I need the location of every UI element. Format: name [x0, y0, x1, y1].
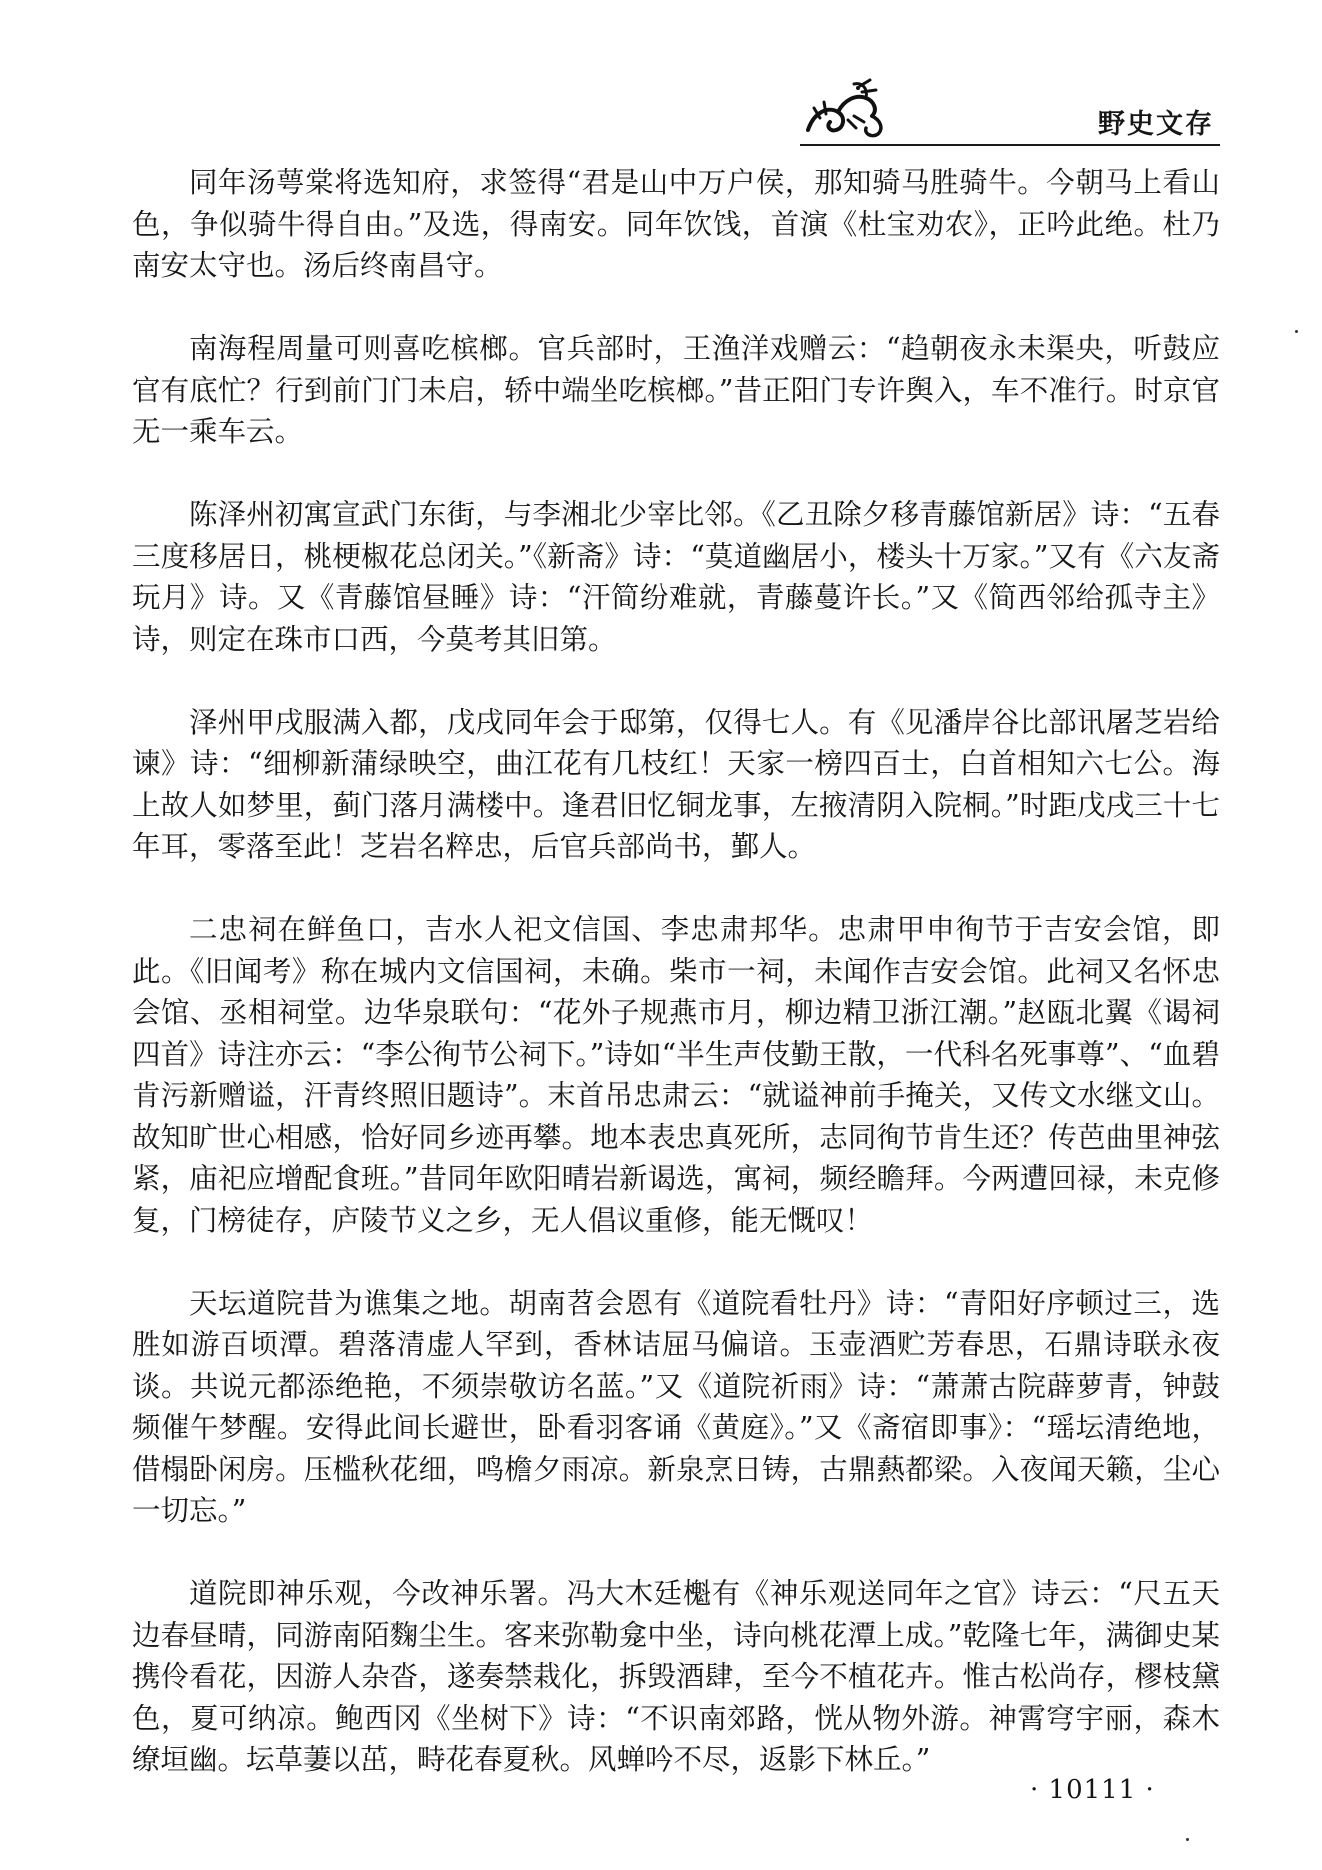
- paragraph-tang-etang: 同年汤萼棠将选知府，求签得“君是山中万户侯，那知骑马胜骑牛。今朝马上看山色，争似骑牛得自由。”及选，得南安。同年饮饯，首演《杜宝劝农》，正吟此绝。杜乃南安太守也。汤后终南昌守。: [132, 166, 1220, 282]
- paragraph-tiantan-daoyuan: 天坛道院昔为谯集之地。胡南苕会恩有《道院看牡丹》诗：“青阳好序顿过三，选胜如游百顷潭。碧落清虚人罕到，香林诘屈马偏谙。玉壶酒贮芳春思，石鼎诗联永夜谈。共说元都添绝艳，不须崇敬访名蓝。”又《道院祈雨》诗：“萧萧古院薜萝青，钟鼓频催午梦醒。安得此间长避世，卧看羽客诵《黄庭》。”又《斋宿即事》：“瑶坛清绝地，借榻卧闲房。压槛秋花细，鸣檐夕雨凉。新泉烹日铸，古鼎爇都梁。入夜闻天籁，尘心一切忘。”: [132, 1286, 1220, 1527]
- paragraph-erzhong-shrine: 二忠祠在鲜鱼口，吉水人祀文信国、李忠肃邦华。忠肃甲申徇节于吉安会馆，即此。《旧闻考》称在城内文信国祠，未确。柴市一祠，未闻作吉安会馆。此祠又名怀忠会馆、丞相祠堂。边华泉联句：“花外子规燕市月，柳边精卫浙江潮。”赵瓯北翼《谒祠四首》诗注亦云：“李公徇节公祠下。”诗如“半生声伎勤王散，一代科名死事尊”、“血碧肯污新赠谥，汗青终照旧题诗”。末首吊忠肃云：“就谥神前手掩关，又传文水继文山。故知旷世心相感，恰好同乡迹再攀。地本表忠真死所，志同徇节肯生还？传芭曲里神弦紧，庙祀应增配食班。”昔同年欧阳晴岩新谒选，寓祠，频经瞻拜。今两遭回禄，未克修复，门榜徒存，庐陵节义之乡，无人倡议重修，能无慨叹！: [132, 913, 1220, 1237]
- running-header: [800, 72, 1220, 152]
- dragon-emblem-icon: [800, 72, 890, 144]
- scan-speck: [1295, 330, 1298, 333]
- scan-speck: [1186, 1838, 1189, 1841]
- paragraph-zezhou-reunion: 泽州甲戌服满入都，戊戌同年会于邸第，仅得七人。有《见潘岸谷比部讯屠芝岩给谏》诗：“细柳新蒲绿映空，曲江花有几枝红！天家一榜四百士，白首相知六七公。海上故人如梦里，蓟门落月满楼中。逢君旧忆铜龙事，左掖清阴入院桐。”时距戊戌三十七年耳，零落至此！芝岩名粹忠，后官兵部尚书，鄞人。: [132, 705, 1220, 863]
- paragraph-chen-zezhou-residence: 陈泽州初寓宣武门东街，与李湘北少宰比邻。《乙丑除夕移青藤馆新居》诗：“五春三度移居日，桃梗椒花总闭关。”《新斋》诗：“莫道幽居小，楼头十万家。”又有《六友斋玩月》诗。又《青藤馆昼睡》诗：“汗简纷难就，青藤蔓许长。”又《简西邻给孤寺主》诗，则定在珠市口西，今莫考其旧第。: [132, 498, 1220, 656]
- paragraph-cheng-zhouliang: 南海程周量可则喜吃槟榔。官兵部时，王渔洋戏赠云：“趋朝夜永未渠央，听鼓应官有底忙？行到前门门未启，轿中端坐吃槟榔。”昔正阳门专许舆入，车不准行。时京官无一乘车云。: [132, 332, 1220, 448]
- header-rule: [800, 144, 1220, 146]
- page-number: · 10111 ·: [1030, 1775, 1155, 1805]
- page-body: [132, 162, 1220, 1822]
- book-series-title: 野史文存: [1098, 109, 1214, 140]
- paragraph-shenle-guan: 道院即神乐观，今改神乐署。冯大木廷櫆有《神乐观送同年之官》诗云：“尺五天边春昼晴，同游南陌麴尘生。客来弥勒龛中坐，诗向桃花潭上成。”乾隆七年，满御史某携伶看花，因游人杂沓，遂奏禁栽化，拆毁酒肆，至今不植花卉。惟古松尚存，樛枝黛色，夏可纳凉。鲍西冈《坐树下》诗：“不识南郊路，恍从物外游。神霄穹宇丽，森木缭垣幽。坛草萋以茁，畤花春夏秋。风蝉吟不尽，返影下林丘。”: [132, 1577, 1220, 1776]
